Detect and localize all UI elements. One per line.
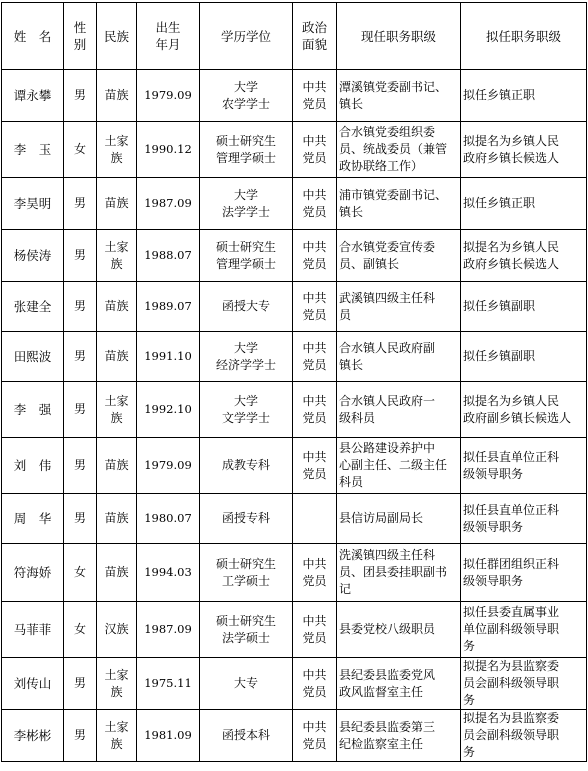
cell-ethnicity: 苗族 bbox=[97, 178, 137, 230]
cell-proposed-position: 拟任县委直属事业 单位副科级领导职 务 bbox=[461, 602, 587, 658]
cell-birth: 1990.12 bbox=[137, 122, 200, 178]
cell-gender: 女 bbox=[64, 602, 97, 658]
cell-political: 中共 党员 bbox=[293, 332, 337, 382]
cell-political: 中共 党员 bbox=[293, 382, 337, 438]
cell-name: 符海娇 bbox=[2, 544, 64, 602]
cell-name: 谭永攀 bbox=[2, 70, 64, 122]
table-row bbox=[2, 494, 587, 544]
cell-political bbox=[293, 494, 337, 544]
table-row bbox=[2, 122, 587, 178]
cell-birth: 1981.09 bbox=[137, 710, 200, 762]
cell-name: 田熙波 bbox=[2, 332, 64, 382]
cell-ethnicity: 苗族 bbox=[97, 494, 137, 544]
cell-education: 函授专科 bbox=[200, 494, 293, 544]
table-row bbox=[2, 438, 587, 494]
cell-current-position: 县信访局副局长 bbox=[337, 494, 461, 544]
cell-political: 中共 党员 bbox=[293, 70, 337, 122]
cell-political: 中共 党员 bbox=[293, 282, 337, 332]
cell-birth: 1991.10 bbox=[137, 332, 200, 382]
header-name: 姓 名 bbox=[2, 3, 64, 70]
cell-current-position: 县纪委县监委第三 纪检监察室主任 bbox=[337, 710, 461, 762]
cell-political: 中共 党员 bbox=[293, 602, 337, 658]
cell-current-position: 合水镇党委组织委 员、统战委员（兼管 政协联络工作） bbox=[337, 122, 461, 178]
cell-ethnicity: 汉族 bbox=[97, 602, 137, 658]
cell-political: 中共 党员 bbox=[293, 658, 337, 710]
cell-proposed-position: 拟任乡镇正职 bbox=[461, 70, 587, 122]
cell-education: 函授本科 bbox=[200, 710, 293, 762]
cell-birth: 1979.09 bbox=[137, 438, 200, 494]
cell-proposed-position: 拟提名为乡镇人民 政府副乡镇长候选人 bbox=[461, 382, 587, 438]
table-row bbox=[2, 282, 587, 332]
cell-political: 中共 党员 bbox=[293, 122, 337, 178]
cadre-table bbox=[1, 2, 587, 762]
header-political: 政治 面貌 bbox=[293, 3, 337, 70]
cell-ethnicity: 土家 族 bbox=[97, 230, 137, 282]
cell-gender: 男 bbox=[64, 178, 97, 230]
cell-ethnicity: 土家 族 bbox=[97, 382, 137, 438]
cell-education: 硕士研究生 管理学硕士 bbox=[200, 230, 293, 282]
cell-gender: 男 bbox=[64, 70, 97, 122]
cell-ethnicity: 苗族 bbox=[97, 282, 137, 332]
cell-birth: 1980.07 bbox=[137, 494, 200, 544]
cell-proposed-position: 拟任乡镇正职 bbox=[461, 178, 587, 230]
cell-education: 大学 法学学士 bbox=[200, 178, 293, 230]
cell-education: 大学 经济学学士 bbox=[200, 332, 293, 382]
cell-gender: 男 bbox=[64, 494, 97, 544]
cell-current-position: 合水镇人民政府副 镇长 bbox=[337, 332, 461, 382]
cell-name: 李昊明 bbox=[2, 178, 64, 230]
cell-political: 中共 党员 bbox=[293, 178, 337, 230]
cell-gender: 男 bbox=[64, 332, 97, 382]
cell-current-position: 浦市镇党委副书记、 镇长 bbox=[337, 178, 461, 230]
cell-gender: 男 bbox=[64, 282, 97, 332]
cell-birth: 1992.10 bbox=[137, 382, 200, 438]
cell-name: 杨侯涛 bbox=[2, 230, 64, 282]
cell-name: 张建全 bbox=[2, 282, 64, 332]
cell-gender: 女 bbox=[64, 122, 97, 178]
cell-education: 函授大专 bbox=[200, 282, 293, 332]
cell-current-position: 合水镇人民政府一 级科员 bbox=[337, 382, 461, 438]
cell-name: 李彬彬 bbox=[2, 710, 64, 762]
cell-name: 周 华 bbox=[2, 494, 64, 544]
table-row bbox=[2, 178, 587, 230]
cell-political: 中共 党员 bbox=[293, 710, 337, 762]
table-row bbox=[2, 332, 587, 382]
cell-education: 硕士研究生 管理学硕士 bbox=[200, 122, 293, 178]
header-education: 学历学位 bbox=[200, 3, 293, 70]
cell-ethnicity: 苗族 bbox=[97, 70, 137, 122]
cell-name: 马菲菲 bbox=[2, 602, 64, 658]
cell-ethnicity: 土家 族 bbox=[97, 710, 137, 762]
cell-ethnicity: 苗族 bbox=[97, 438, 137, 494]
cell-birth: 1988.07 bbox=[137, 230, 200, 282]
cell-current-position: 县委党校八级职员 bbox=[337, 602, 461, 658]
cell-proposed-position: 拟提名为县监察委 员会副科级领导职 务 bbox=[461, 710, 587, 762]
cell-gender: 男 bbox=[64, 230, 97, 282]
cell-name: 李 玉 bbox=[2, 122, 64, 178]
header-ethnicity: 民族 bbox=[97, 3, 137, 70]
cell-proposed-position: 拟任群团组织正科 级领导职务 bbox=[461, 544, 587, 602]
cell-birth: 1987.09 bbox=[137, 602, 200, 658]
cell-proposed-position: 拟提名为乡镇人民 政府乡镇长候选人 bbox=[461, 122, 587, 178]
table-row bbox=[2, 544, 587, 602]
cell-current-position: 合水镇党委宣传委 员、副镇长 bbox=[337, 230, 461, 282]
cell-gender: 男 bbox=[64, 438, 97, 494]
header-current-position: 现任职务职级 bbox=[337, 3, 461, 70]
table-row bbox=[2, 230, 587, 282]
cell-current-position: 县纪委县监委党风 政风监督室主任 bbox=[337, 658, 461, 710]
cell-proposed-position: 拟任乡镇副职 bbox=[461, 332, 587, 382]
cell-proposed-position: 拟提名为县监察委 员会副科级领导职 务 bbox=[461, 658, 587, 710]
cell-proposed-position: 拟任乡镇副职 bbox=[461, 282, 587, 332]
table-body bbox=[2, 70, 587, 762]
cell-name: 李 强 bbox=[2, 382, 64, 438]
cell-education: 大学 农学学士 bbox=[200, 70, 293, 122]
cell-current-position: 洗溪镇四级主任科 员、团县委挂职副书 记 bbox=[337, 544, 461, 602]
cell-birth: 1989.07 bbox=[137, 282, 200, 332]
table-row bbox=[2, 602, 587, 658]
cell-education: 硕士研究生 法学硕士 bbox=[200, 602, 293, 658]
cell-education: 大学 文学学士 bbox=[200, 382, 293, 438]
header-gender: 性 别 bbox=[64, 3, 97, 70]
cell-political: 中共 党员 bbox=[293, 438, 337, 494]
header-birth: 出生 年月 bbox=[137, 3, 200, 70]
cell-birth: 1994.03 bbox=[137, 544, 200, 602]
cell-education: 成教专科 bbox=[200, 438, 293, 494]
header-proposed-position: 拟任职务职级 bbox=[461, 3, 587, 70]
cell-gender: 女 bbox=[64, 544, 97, 602]
header-row bbox=[2, 3, 587, 70]
table-row bbox=[2, 658, 587, 710]
cell-proposed-position: 拟提名为乡镇人民 政府乡镇长候选人 bbox=[461, 230, 587, 282]
cell-gender: 男 bbox=[64, 382, 97, 438]
cell-name: 刘传山 bbox=[2, 658, 64, 710]
cell-ethnicity: 苗族 bbox=[97, 544, 137, 602]
cell-political: 中共 党员 bbox=[293, 230, 337, 282]
cell-ethnicity: 土家 族 bbox=[97, 122, 137, 178]
cell-political: 中共 党员 bbox=[293, 544, 337, 602]
cell-ethnicity: 苗族 bbox=[97, 332, 137, 382]
cell-birth: 1975.11 bbox=[137, 658, 200, 710]
table-row bbox=[2, 70, 587, 122]
cell-proposed-position: 拟任县直单位正科 级领导职务 bbox=[461, 494, 587, 544]
cell-current-position: 县公路建设养护中 心副主任、二级主任 科员 bbox=[337, 438, 461, 494]
cell-ethnicity: 土家 族 bbox=[97, 658, 137, 710]
cell-name: 刘 伟 bbox=[2, 438, 64, 494]
cell-current-position: 潭溪镇党委副书记、 镇长 bbox=[337, 70, 461, 122]
cell-gender: 男 bbox=[64, 658, 97, 710]
cell-education: 硕士研究生 工学硕士 bbox=[200, 544, 293, 602]
cell-education: 大专 bbox=[200, 658, 293, 710]
table-row bbox=[2, 710, 587, 762]
cell-current-position: 武溪镇四级主任科 员 bbox=[337, 282, 461, 332]
cell-birth: 1979.09 bbox=[137, 70, 200, 122]
table-row bbox=[2, 382, 587, 438]
cell-proposed-position: 拟任县直单位正科 级领导职务 bbox=[461, 438, 587, 494]
cell-birth: 1987.09 bbox=[137, 178, 200, 230]
cell-gender: 男 bbox=[64, 710, 97, 762]
